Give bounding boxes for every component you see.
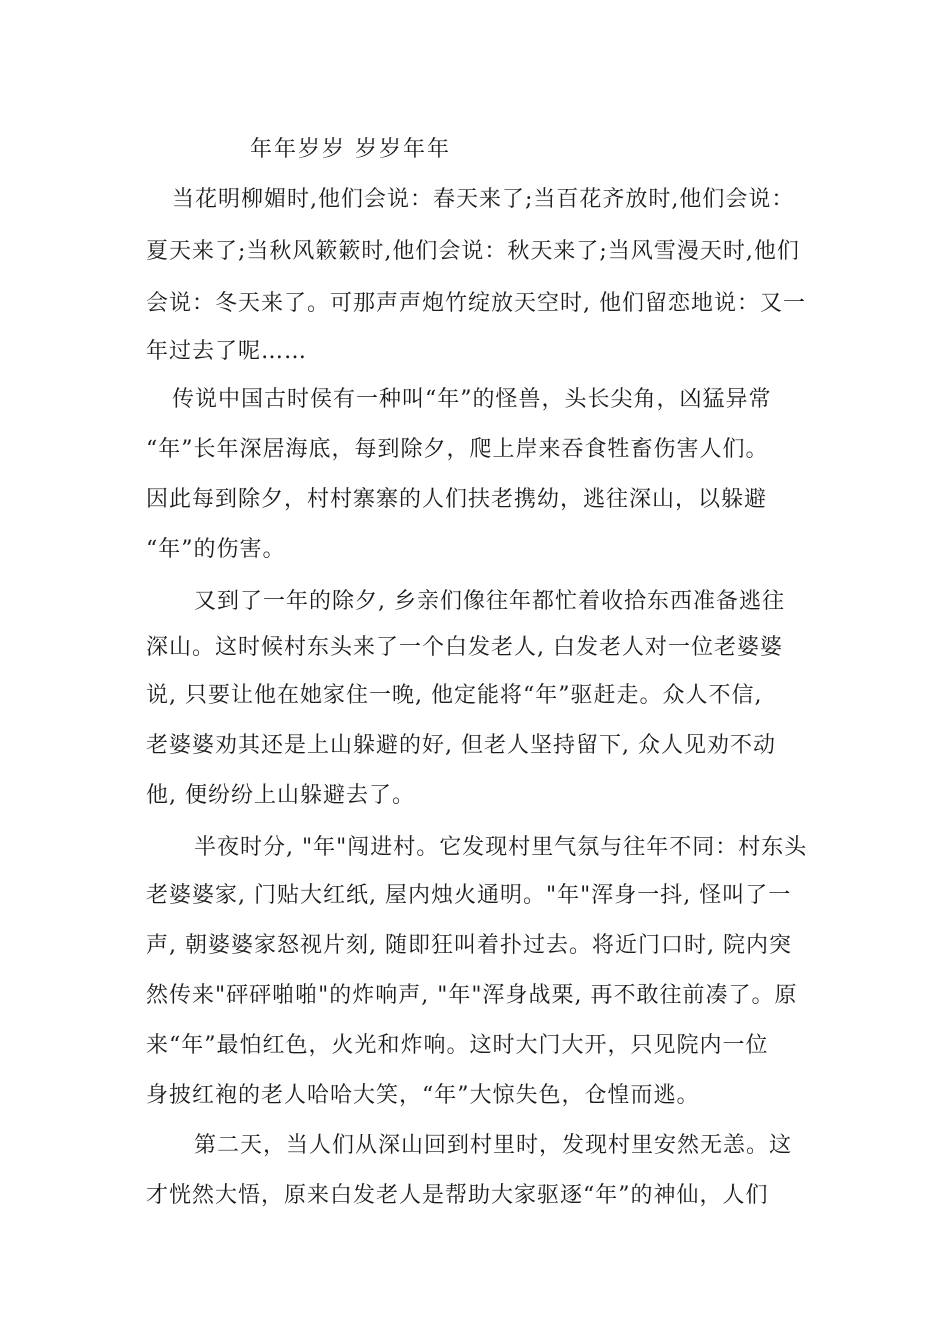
paragraph-2-line-2: “年”长年深居海底，每到除夕，爬上岸来吞食牲畜伤害人们。 bbox=[146, 437, 769, 462]
paragraph-4-line-2: 老婆婆家, 门贴大红纸, 屋内烛火通明。"年"浑身一抖, 怪叫了一 bbox=[146, 883, 792, 908]
paragraph-1-line-2: 夏天来了;当秋风簌簌时,他们会说：秋天来了;当风雪漫天时,他们 bbox=[146, 239, 800, 264]
paragraph-3-line-5: 他, 便纷纷上山躲避去了。 bbox=[146, 783, 415, 808]
paragraph-3-line-4: 老婆婆劝其还是上山躲避的好, 但老人坚持留下, 众人见劝不动 bbox=[146, 733, 776, 758]
paragraph-1-line-1: 当花明柳媚时,他们会说：春天来了;当百花齐放时,他们会说： bbox=[172, 187, 795, 212]
paragraph-4-line-5: 来“年”最怕红色，火光和炸响。这时大门大开，只见院内一位 bbox=[146, 1033, 769, 1058]
paragraph-4-line-1: 半夜时分, "年"闯进村。它发现村里气氛与往年不同：村东头 bbox=[194, 835, 808, 860]
page-title: 年年岁岁 岁岁年年 bbox=[250, 137, 451, 162]
paragraph-5-line-1: 第二天，当人们从深山回到村里时，发现村里安然无恙。这 bbox=[194, 1133, 793, 1158]
paragraph-2-line-4: “年”的伤害。 bbox=[146, 537, 286, 562]
paragraph-5-line-2: 才恍然大悟，原来白发老人是帮助大家驱逐“年”的神仙，人们 bbox=[146, 1183, 769, 1208]
paragraph-1-line-4: 年过去了呢…… bbox=[146, 339, 308, 364]
paragraph-4-line-6: 身披红袍的老人哈哈大笑，“年”大惊失色，仓惶而逃。 bbox=[146, 1083, 700, 1108]
paragraph-1-line-3: 会说：冬天来了。可那声声炮竹绽放天空时, 他们留恋地说：又一 bbox=[146, 291, 806, 316]
paragraph-3-line-2: 深山。这时候村东头来了一个白发老人, 白发老人对一位老婆婆 bbox=[146, 635, 783, 660]
paragraph-2-line-3: 因此每到除夕，村村寨寨的人们扶老携幼，逃往深山，以躲避 bbox=[146, 487, 768, 512]
paragraph-2-line-1: 传说中国古时侯有一种叫“年”的怪兽，头长尖角，凶猛异常 bbox=[172, 387, 772, 412]
paragraph-3-line-3: 说, 只要让他在她家住一晚, 他定能将“年”驱赶走。众人不信, bbox=[146, 683, 763, 708]
paragraph-3-line-1: 又到了一年的除夕, 乡亲们像往年都忙着收拾东西准备逃往 bbox=[194, 589, 785, 614]
paragraph-4-line-4: 然传来"砰砰啪啪"的炸响声, "年"浑身战栗, 再不敢往前凑了。原 bbox=[146, 983, 798, 1008]
paragraph-4-line-3: 声, 朝婆婆家怒视片刻, 随即狂叫着扑过去。将近门口时, 院内突 bbox=[146, 933, 792, 958]
